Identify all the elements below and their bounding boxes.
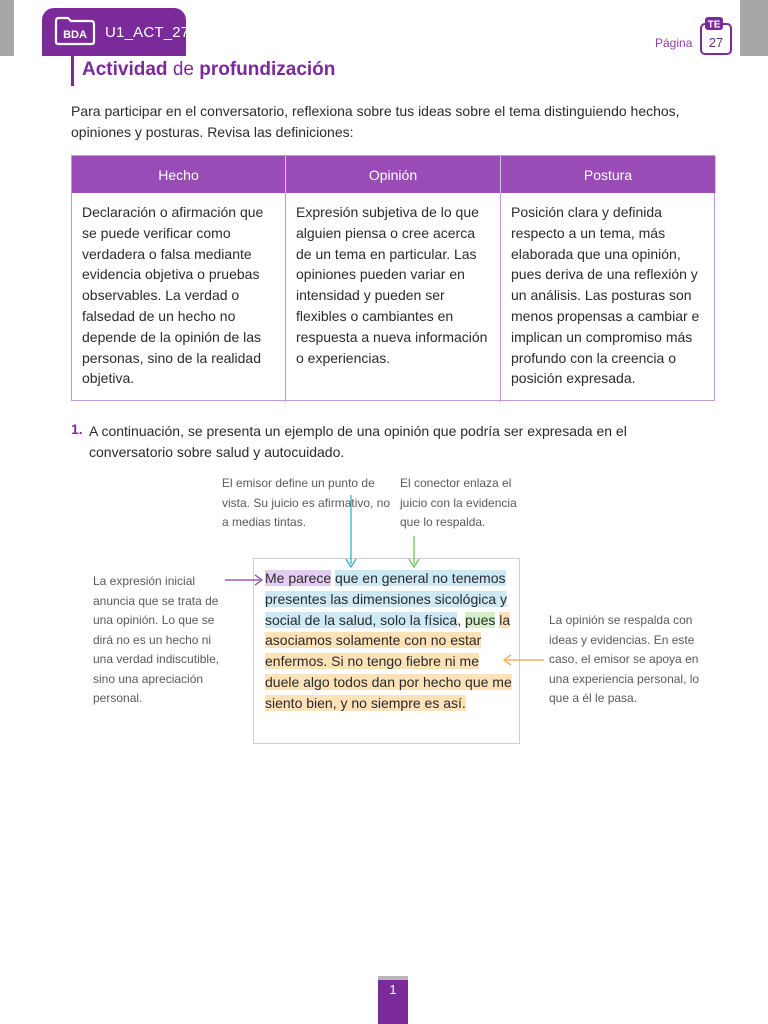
highlight-evidence: la asociamos solamente con no estar enfermos. Si no tengo fiebre ni me duele algo todos dan por hecho que me siento bien, y no siempre es así. xyxy=(265,611,512,711)
question-number: 1. xyxy=(71,421,83,437)
table-header-opinion: Opinión xyxy=(286,156,501,193)
table-cell-hecho: Declaración o afirmación que se puede verificar como verdadera o falsa mediante evidencia objetiva o pruebas observables. La verdad o falsedad de un hecho no depende de la opinión de las personas, sino de la realidad objetiva. xyxy=(72,193,286,402)
table-cell-opinion: Expresión subjetiva de lo que alguien piensa o cree acerca de un tema en particular. Las opiniones pueden variar en intensidad y pueden ser flexibles o cambiantes en respuesta a nueva información o experiencias. xyxy=(286,193,501,402)
top-bar xyxy=(0,0,768,56)
page-label: Página xyxy=(655,36,693,50)
highlight-connector: pues xyxy=(465,611,496,628)
example-opinion-text xyxy=(265,568,515,714)
table-header-hecho: Hecho xyxy=(72,156,286,193)
annotation-connector: El conector enlaza el juicio con la evidencia que lo respalda. xyxy=(400,476,517,529)
title-accent-bar xyxy=(71,56,74,86)
table-cell-postura: Posición clara y definida respecto a un tema, más elaborada que una opinión, pues deriva de una reflexión y un análisis. Las posturas son menos propensas a cambiar e implican un compromiso más profundo con la creencia o posición expresada. xyxy=(511,204,700,387)
page-title xyxy=(82,59,335,81)
title-part-1: Actividad xyxy=(82,59,168,80)
annotation-evidence: La opinión se respalda con ideas y evidencias. En este caso, el emisor se apoya en una experiencia personal, lo que a él le pasa. xyxy=(549,613,700,705)
definitions-table xyxy=(71,155,715,401)
left-edge-strip xyxy=(0,0,14,56)
highlight-opening: Me parece xyxy=(265,570,332,586)
annotation-opening: La expresión inicial anuncia que se trata de una opinión. Lo que se dirá no es un hecho ni una verdad indiscutible, sino una apreciación personal. xyxy=(93,574,220,705)
page-number: 27 xyxy=(708,35,724,50)
activity-code: U1_ACT_27 xyxy=(105,24,190,41)
footer-page-number: 1 xyxy=(389,982,397,997)
highlight-judgment: que en general no tenemos presentes las dimensiones sicológica y social de la salud, solo la física xyxy=(265,570,508,628)
brand-label: BDA xyxy=(63,29,87,41)
table-header-postura: Postura xyxy=(501,156,716,193)
title-part-3: profundización xyxy=(199,59,336,80)
example-comma: , xyxy=(457,611,462,628)
question-text: A continuación, se presenta un ejemplo de una opinión que podría ser expresada en el conversatorio sobre salud y autocuidado. xyxy=(89,423,627,460)
annotation-viewpoint: El emisor define un punto de vista. Su juicio es afirmativo, no a medias tintas. xyxy=(222,476,391,529)
page-badge: TE xyxy=(707,19,721,31)
bda-folder-icon xyxy=(54,16,96,46)
intro-paragraph: Para participar en el conversatorio, reflexiona sobre tus ideas sobre el tema distinguiendo hechos, opiniones y posturas. Revisa las definiciones: xyxy=(71,103,680,140)
right-edge-strip xyxy=(740,0,768,56)
title-part-2: de xyxy=(172,59,194,80)
